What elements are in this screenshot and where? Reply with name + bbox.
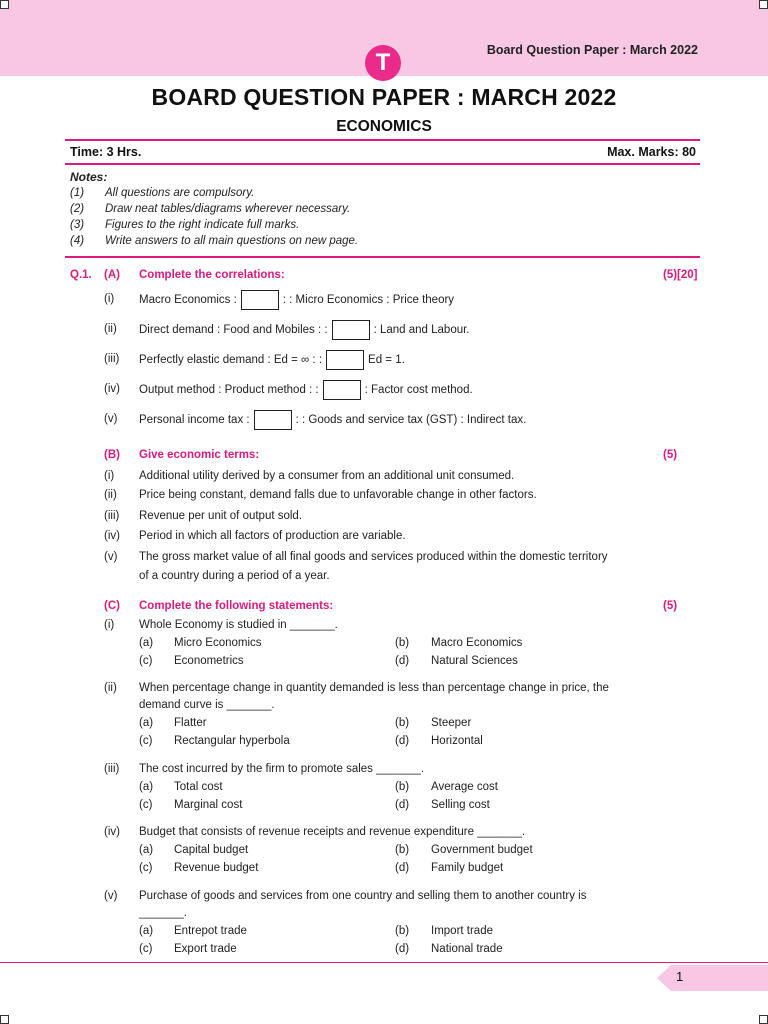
correlation-right: : Factor cost method. [364, 384, 473, 397]
section-marks: (5)[20] [663, 269, 698, 281]
option-text: Import trade [431, 925, 493, 937]
answer-blank-box[interactable] [241, 290, 279, 310]
statement-stem: Whole Economy is studied in _______. [139, 619, 338, 631]
option-letter: (b) [395, 637, 410, 649]
option-letter: (b) [395, 717, 410, 729]
section-marks: (5) [663, 600, 678, 612]
statement-stem: Budget that consists of revenue receipts and revenue expenditure _______. [139, 826, 526, 838]
note-item [70, 235, 358, 247]
option-text: Steeper [431, 717, 472, 729]
correlation-item [139, 350, 405, 370]
correlation-right: Ed = 1. [368, 354, 405, 367]
note-number: (2) [70, 203, 85, 215]
note-item [70, 203, 350, 215]
option-letter: (a) [139, 717, 154, 729]
item-number: (iii) [104, 763, 120, 775]
item-number: (i) [104, 293, 115, 305]
note-item [70, 187, 254, 199]
item-number: (iv) [104, 383, 120, 395]
exam-time: Time: 3 Hrs. [70, 145, 142, 159]
option-text: Export trade [174, 943, 237, 955]
correlation-item [139, 380, 473, 400]
option-text: Capital budget [174, 844, 249, 856]
publisher-logo-icon: T [365, 45, 401, 81]
item-number: (i) [104, 619, 115, 631]
statement-stem: When percentage change in quantity demanded is less than percentage change in price, the [139, 682, 609, 694]
answer-blank-box[interactable] [254, 410, 292, 430]
item-number: (iv) [104, 826, 120, 838]
footer-rule [0, 962, 768, 963]
option-text: National trade [431, 943, 503, 955]
item-number: (iii) [104, 510, 120, 522]
item-number: (iii) [104, 353, 120, 365]
correlation-left: Personal income tax : [139, 414, 250, 427]
crop-mark [759, 0, 768, 9]
divider [65, 139, 700, 141]
statement-stem: Purchase of goods and services from one country and selling them to another country is [139, 890, 587, 902]
page-number: 1 [676, 969, 684, 984]
divider [65, 256, 700, 258]
item-number: (ii) [104, 323, 117, 335]
statement-stem-cont: demand curve is _______. [139, 699, 275, 711]
correlation-right: : : Goods and service tax (GST) : Indirect tax. [295, 414, 527, 427]
notes-heading: Notes: [70, 170, 108, 184]
term-description-cont: of a country during a period of a year. [139, 570, 330, 582]
note-text: Write answers to all main questions on new page. [105, 235, 359, 247]
option-letter: (b) [395, 925, 410, 937]
option-letter: (c) [139, 735, 153, 747]
running-title: Board Question Paper : March 2022 [486, 43, 698, 57]
correlation-right: : Land and Labour. [373, 324, 470, 337]
option-text: Family budget [431, 862, 504, 874]
page-tab [657, 965, 768, 991]
note-number: (4) [70, 235, 85, 247]
option-letter: (a) [139, 925, 154, 937]
item-number: (i) [104, 470, 115, 482]
option-letter: (c) [139, 655, 153, 667]
option-text: Horizontal [431, 735, 483, 747]
section-heading: Complete the following statements: [139, 600, 334, 612]
note-text: Figures to the right indicate full marks. [105, 219, 300, 231]
option-letter: (d) [395, 735, 410, 747]
correlation-left: Macro Economics : [139, 294, 237, 307]
option-text: Total cost [174, 781, 223, 793]
section-label: (C) [104, 600, 120, 612]
option-letter: (a) [139, 637, 154, 649]
option-text: Rectangular hyperbola [174, 735, 290, 747]
option-letter: (c) [139, 862, 153, 874]
item-number: (iv) [104, 530, 120, 542]
item-number: (ii) [104, 682, 117, 694]
term-description: Price being constant, demand falls due to unfavorable change in other factors. [139, 489, 537, 501]
option-letter: (b) [395, 844, 410, 856]
item-number: (v) [104, 890, 118, 902]
answer-blank-box[interactable] [323, 380, 361, 400]
max-marks: Max. Marks: 80 [607, 145, 696, 159]
option-letter: (d) [395, 862, 410, 874]
option-text: Government budget [431, 844, 533, 856]
note-item [70, 219, 299, 231]
divider [65, 163, 700, 165]
item-number: (ii) [104, 489, 117, 501]
correlation-item [139, 290, 454, 310]
crop-mark [0, 0, 9, 9]
correlation-item [139, 410, 526, 430]
note-text: Draw neat tables/diagrams wherever necessary. [105, 203, 351, 215]
subject-title: ECONOMICS [336, 118, 432, 135]
option-text: Macro Economics [431, 637, 523, 649]
answer-blank-box[interactable] [326, 350, 364, 370]
option-text: Micro Economics [174, 637, 262, 649]
option-letter: (a) [139, 781, 154, 793]
answer-blank-box[interactable] [332, 320, 370, 340]
correlation-right: : : Micro Economics : Price theory [282, 294, 455, 307]
option-letter: (d) [395, 655, 410, 667]
section-heading: Complete the correlations: [139, 269, 285, 281]
statement-stem: The cost incurred by the firm to promote sales _______. [139, 763, 425, 775]
term-description: Period in which all factors of production are variable. [139, 530, 406, 542]
correlation-left: Output method : Product method : : [139, 384, 319, 397]
option-letter: (c) [139, 799, 153, 811]
correlation-item [139, 320, 470, 340]
correlation-left: Direct demand : Food and Mobiles : : [139, 324, 328, 337]
statement-stem-cont: _______. [139, 907, 187, 919]
option-text: Selling cost [431, 799, 490, 811]
note-number: (1) [70, 187, 85, 199]
option-text: Entrepot trade [174, 925, 247, 937]
option-text: Revenue budget [174, 862, 259, 874]
option-letter: (d) [395, 943, 410, 955]
option-text: Natural Sciences [431, 655, 518, 667]
note-number: (3) [70, 219, 85, 231]
option-text: Marginal cost [174, 799, 243, 811]
term-description: The gross market value of all final goods and services produced within the domestic territory [139, 551, 608, 563]
option-text: Average cost [431, 781, 498, 793]
term-description: Revenue per unit of output sold. [139, 510, 303, 522]
item-number: (v) [104, 413, 118, 425]
option-text: Flatter [174, 717, 207, 729]
item-number: (v) [104, 551, 118, 563]
option-letter: (a) [139, 844, 154, 856]
option-letter: (d) [395, 799, 410, 811]
section-label: (A) [104, 269, 120, 281]
option-letter: (c) [139, 943, 153, 955]
note-text: All questions are compulsory. [105, 187, 255, 199]
option-letter: (b) [395, 781, 410, 793]
crop-mark [0, 1015, 9, 1024]
correlation-left: Perfectly elastic demand : Ed = ∞ : : [139, 354, 323, 367]
section-marks: (5) [663, 449, 678, 461]
section-label: (B) [104, 449, 120, 461]
crop-mark [759, 1015, 768, 1024]
option-text: Econometrics [174, 655, 244, 667]
section-heading: Give economic terms: [139, 449, 260, 461]
term-description: Additional utility derived by a consumer from an additional unit consumed. [139, 470, 515, 482]
page-title: BOARD QUESTION PAPER : MARCH 2022 [151, 84, 617, 110]
question-number: Q.1. [70, 269, 92, 281]
